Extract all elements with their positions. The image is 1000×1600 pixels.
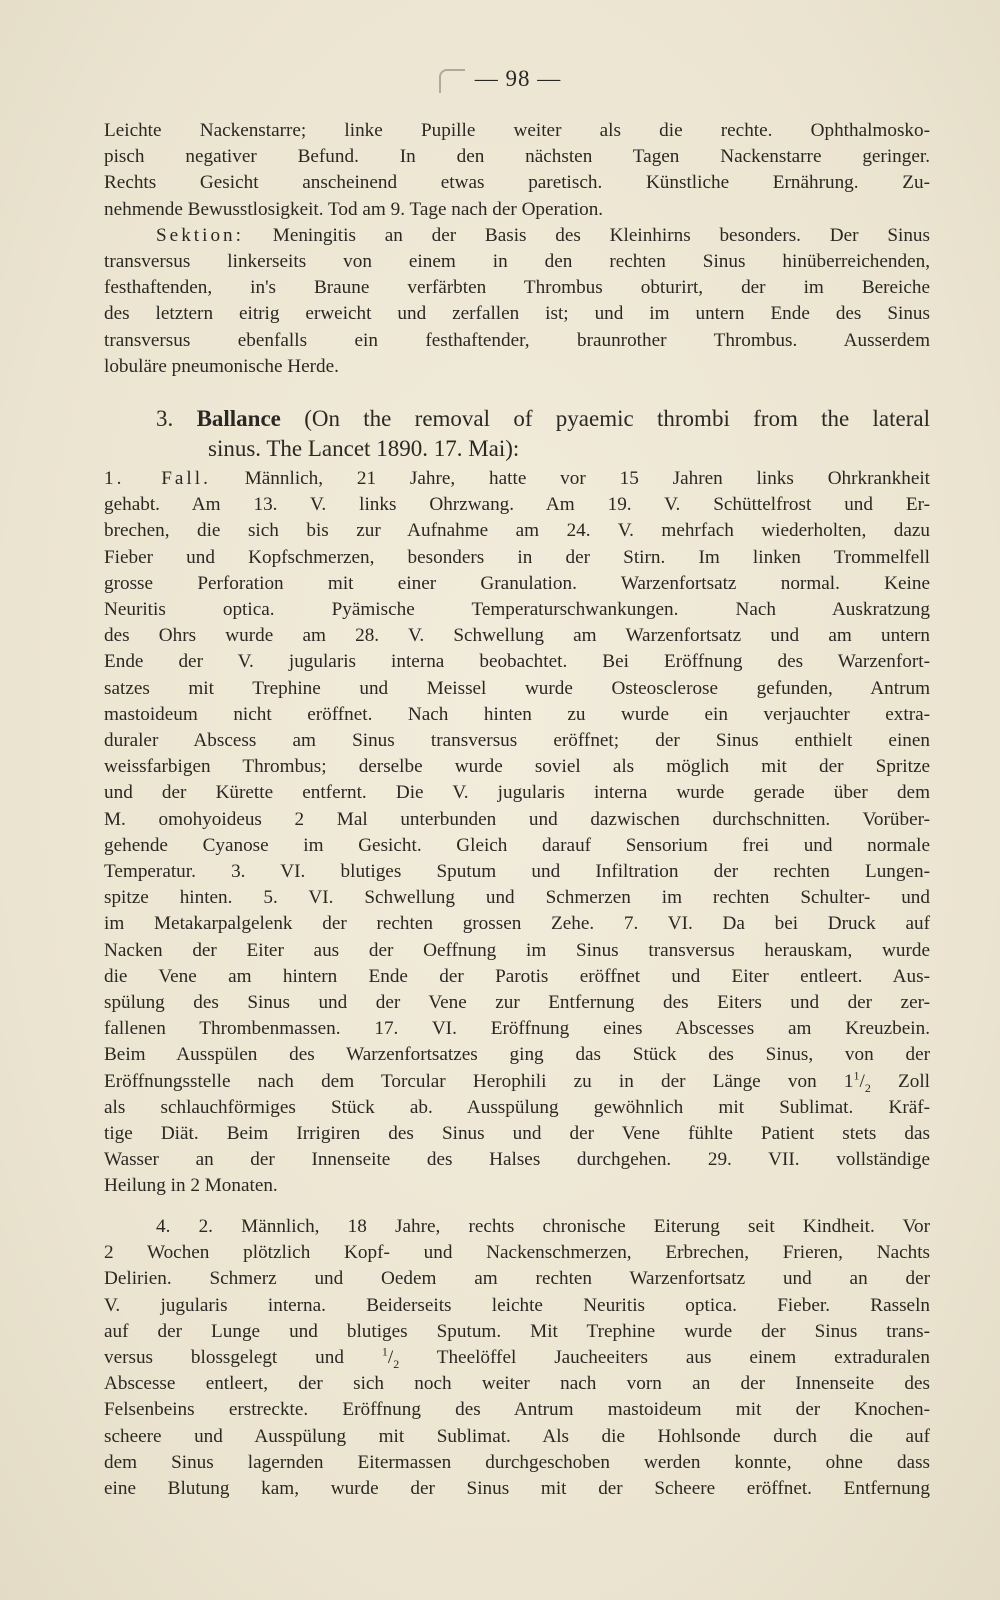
heading-line — [104, 404, 930, 434]
text-line: Fieber und Kopfschmerzen, besonders in der Stirn. Im linken Trommelfell — [104, 546, 930, 568]
paragraph-case-continuation — [104, 118, 930, 380]
heading-title-part1: (On the removal of pyaemic thrombi from the lateral — [280, 406, 931, 431]
case-label: 1. Fall. — [104, 468, 211, 489]
text-segment: Theelöffel Jaucheeiters aus einem extraduralen — [399, 1347, 930, 1369]
text-line: im Metakarpalgelenk der rechten grossen Zehe. 7. VI. Da bei Druck auf — [104, 913, 930, 935]
text-line: Wasser an der Innenseite des Halses durchgehen. 29. VII. vollständige — [104, 1149, 930, 1171]
section-heading — [104, 404, 930, 464]
text-line: duraler Abscess am Sinus transversus eröffnet; der Sinus enthielt einen — [104, 730, 930, 752]
text-line: als schlauchförmiges Stück ab. Ausspülung gewöhnlich mit Sublimat. Kräf- — [104, 1096, 930, 1118]
text-line: festhaftenden, in's Braune verfärbten Thrombus obturirt, der im Bereiche — [104, 277, 930, 299]
text-line: mastoideum nicht eröffnet. Nach hinten zu wurde ein verjauchter extra- — [104, 703, 930, 725]
text-line: Felsenbeins erstreckte. Eröffnung des Antrum mastoideum mit der Knochen- — [104, 1399, 930, 1421]
text-line: V. jugularis interna. Beiderseits leichte Neuritis optica. Fieber. Rasseln — [104, 1294, 930, 1316]
text-line: nehmende Bewusstlosigkeit. Tod am 9. Tage nach der Operation. — [104, 198, 604, 220]
fraction-slash: / — [859, 1070, 865, 1092]
paragraph-case-1 — [104, 466, 930, 1200]
text-line: grosse Perforation mit einer Granulation. Warzenfortsatz normal. Keine — [104, 572, 930, 594]
fraction-denominator: 2 — [864, 1080, 871, 1095]
text-line: scheere und Ausspülung mit Sublimat. Als die Hohlsonde durch die auf — [104, 1425, 930, 1447]
text-line: M. omohyoideus 2 Mal unterbunden und dazwischen durchschnitten. Vorüber- — [104, 808, 930, 830]
text-line: auf der Lunge und blutiges Sputum. Mit Trephine wurde der Sinus trans- — [104, 1320, 930, 1342]
paragraph-case-2 — [104, 1214, 930, 1502]
text-line: transversus linkerseits von einem in den rechten Sinus hinüberreichenden, — [104, 251, 930, 273]
heading-line: sinus. The Lancet 1890. 17. Mai): — [208, 436, 520, 461]
text-line: transversus ebenfalls ein festhaftender, braunrother Thrombus. Ausserdem — [104, 329, 930, 351]
text-line: Heilung in 2 Monaten. — [104, 1175, 278, 1197]
text-line: Ende der V. jugularis interna beobachtet. Bei Eröffnung des Warzenfort- — [104, 651, 930, 673]
text-line: gehende Cyanose im Gesicht. Gleich darauf Sensorium frei und normale — [104, 834, 930, 856]
text-line-fraction — [104, 1345, 930, 1371]
sektion-text: Meningitis an der Basis des Kleinhirns besonders. Der Sinus — [243, 224, 930, 246]
text-line: gehabt. Am 13. V. links Ohrzwang. Am 19. V. Schüttelfrost und Er- — [104, 494, 930, 516]
text-line: eine Blutung kam, wurde der Sinus mit der Scheere eröffnet. Entfernung — [104, 1478, 930, 1500]
case-text: Männlich, 21 Jahre, hatte vor 15 Jahren links Ohrkrankheit — [210, 468, 931, 489]
text-line: spülung des Sinus und der Vene zur Entfernung des Eiters und der zer- — [104, 992, 930, 1014]
text-segment: versus blossgelegt und — [104, 1347, 382, 1369]
text-line: satzes mit Trephine und Meissel wurde Osteosclerose gefunden, Antrum — [104, 677, 930, 699]
fraction-numerator: 1 — [853, 1068, 860, 1083]
text-line: Nacken der Eiter aus der Oeffnung im Sinus transversus herauskam, wurde — [104, 939, 930, 961]
text-segment: Zoll — [870, 1070, 930, 1092]
text-line: Leichte Nackenstarre; linke Pupille weiter als die rechte. Ophthalmosko- — [104, 120, 930, 141]
text-line: Beim Ausspülen des Warzenfortsatzes ging das Stück des Sinus, von der — [104, 1044, 930, 1066]
text-line: fallenen Thrombenmassen. 17. VI. Eröffnung eines Abscesses am Kreuzbein. — [104, 1018, 930, 1040]
text-line: Neuritis optica. Pyämische Temperaturschwankungen. Nach Auskratzung — [104, 599, 930, 621]
text-line: und der Kürette entfernt. Die V. jugularis interna wurde gerade über dem — [104, 782, 930, 804]
text-segment: Eröffnungsstelle nach dem Torcular Herophili zu in der Länge von 1 — [104, 1070, 854, 1092]
text-line: Abscesse entleert, der sich noch weiter nach vorn an der Innenseite des — [104, 1373, 930, 1395]
heading-number: 3. — [156, 406, 174, 431]
text-line: lobuläre pneumonische Herde. — [104, 355, 339, 377]
text-line-fraction — [104, 1069, 930, 1095]
text-line: dem Sinus lagernden Eitermassen durchgeschoben werden konnte, ohne dass — [104, 1451, 930, 1473]
text-line: Temperatur. 3. VI. blutiges Sputum und Infiltration der rechten Lungen- — [104, 861, 930, 883]
heading-author: Ballance — [196, 406, 281, 431]
text-line — [104, 223, 930, 249]
fraction-numerator: 1 — [381, 1344, 388, 1359]
text-line: die Vene am hintern Ende der Parotis eröffnet und Eiter entleert. Aus- — [104, 965, 930, 987]
text-line: tige Diät. Beim Irrigiren des Sinus und der Vene fühlte Patient stets das — [104, 1123, 930, 1145]
page-number: — 98 — — [474, 66, 562, 91]
text-line: des Ohrs wurde am 28. V. Schwellung am Warzenfortsatz und am untern — [104, 625, 930, 647]
text-line: spitze hinten. 5. VI. Schwellung und Schmerzen im rechten Schulter- und — [104, 887, 930, 909]
text-line: des letztern eitrig erweicht und zerfallen ist; und im untern Ende des Sinus — [104, 303, 930, 325]
text-line: weissfarbigen Thrombus; derselbe wurde soviel als möglich mit der Spritze — [104, 756, 930, 778]
text-line: Delirien. Schmerz und Oedem am rechten Warzenfortsatz und an der — [104, 1268, 930, 1290]
text-line: pisch negativer Befund. In den nächsten Tagen Nackenstarre geringer. — [104, 146, 930, 168]
fraction-slash: / — [387, 1347, 394, 1369]
fraction-denominator: 2 — [393, 1356, 400, 1371]
text-line — [104, 466, 930, 492]
page-header — [0, 66, 1000, 93]
text-line: brechen, die sich bis zur Aufnahme am 24. V. mehrfach wiederholten, dazu — [104, 520, 930, 542]
sektion-label: Sektion: — [156, 224, 244, 246]
text-line: 4. 2. Männlich, 18 Jahre, rechts chronische Eiterung seit Kindheit. Vor — [156, 1216, 930, 1237]
text-line: 2 Wochen plötzlich Kopf- und Nackenschmerzen, Erbrechen, Frieren, Nachts — [104, 1242, 930, 1264]
text-line: Rechts Gesicht anscheinend etwas paretisch. Künstliche Ernährung. Zu- — [104, 172, 930, 194]
page-corner-mark-icon — [439, 69, 465, 93]
